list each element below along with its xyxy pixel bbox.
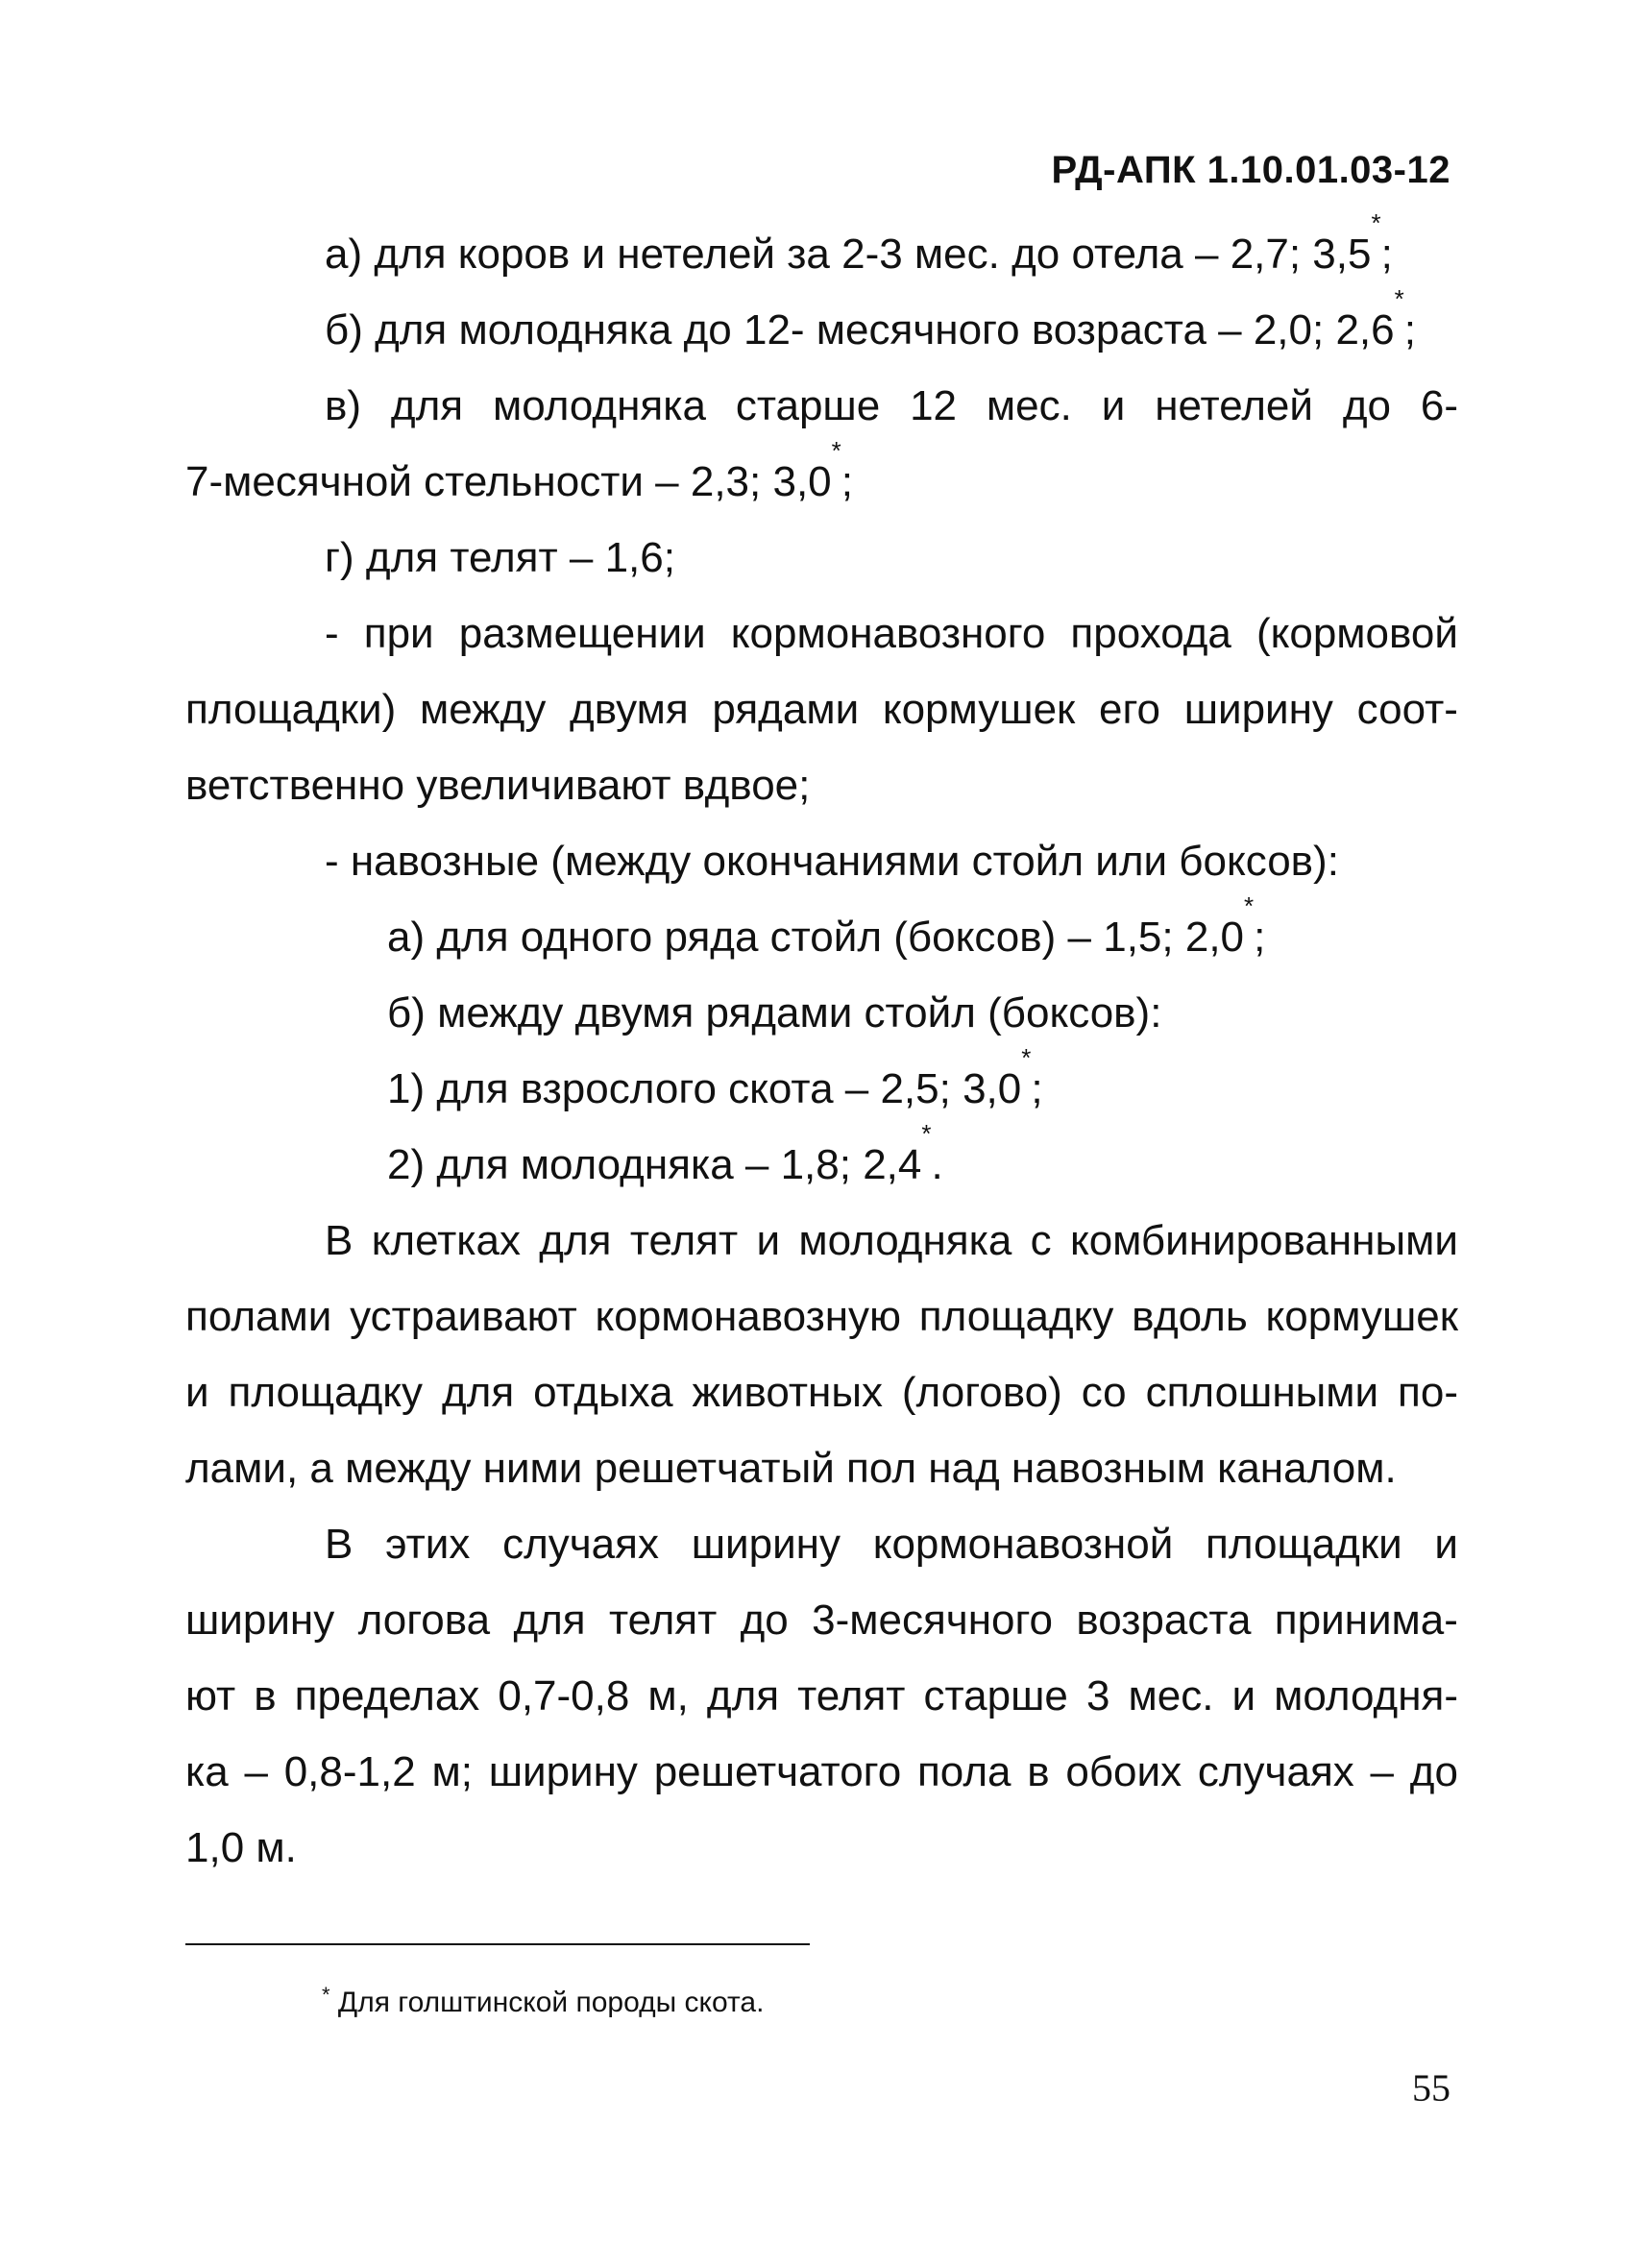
text-line bbox=[185, 1582, 1458, 1658]
word: пола bbox=[916, 1748, 1011, 1795]
word: ют bbox=[185, 1672, 236, 1719]
word: для bbox=[539, 1217, 612, 1264]
word: этих bbox=[385, 1521, 471, 1568]
text-line: 2) для молодняка – 1,8; 2,4*. bbox=[387, 1119, 943, 1188]
footnote bbox=[322, 1983, 765, 2019]
word: телят bbox=[608, 1597, 718, 1644]
word: молодняка bbox=[798, 1217, 1012, 1264]
word: вдоль bbox=[1132, 1293, 1248, 1340]
word: и bbox=[1231, 1672, 1256, 1719]
word: 0,7-0,8 bbox=[498, 1672, 630, 1719]
word: – bbox=[244, 1748, 268, 1795]
asterisk-mark: * bbox=[831, 436, 841, 465]
word: кормушек bbox=[1265, 1293, 1458, 1340]
word: решетчатого bbox=[653, 1748, 902, 1795]
word: устраивают bbox=[350, 1293, 577, 1340]
text-line bbox=[185, 671, 1458, 747]
word: нетелей bbox=[1155, 382, 1313, 429]
word: в) bbox=[325, 382, 362, 429]
text-line: 7-месячной стельности – 2,3; 3,0*; bbox=[185, 436, 853, 505]
word: ка bbox=[185, 1748, 229, 1795]
word: кормушек bbox=[882, 686, 1076, 733]
word: и bbox=[185, 1369, 209, 1416]
word: пределах bbox=[294, 1672, 480, 1719]
word: случаях bbox=[1197, 1748, 1354, 1795]
word: - bbox=[325, 610, 339, 657]
word: в bbox=[1027, 1748, 1050, 1795]
word: 3 bbox=[1085, 1672, 1110, 1719]
word: животных bbox=[692, 1369, 883, 1416]
text-line bbox=[185, 1354, 1458, 1430]
word: для bbox=[390, 382, 464, 429]
word: для bbox=[513, 1597, 586, 1644]
word: размещении bbox=[458, 610, 706, 657]
word: телят bbox=[797, 1672, 906, 1719]
word: старше bbox=[735, 382, 881, 429]
word: старше bbox=[923, 1672, 1068, 1719]
word: логова bbox=[357, 1597, 491, 1644]
word: прохода bbox=[1070, 610, 1231, 657]
word: до bbox=[740, 1597, 789, 1644]
word: полами bbox=[185, 1293, 332, 1340]
text-line: б) между двумя рядами стойл (боксов): bbox=[387, 989, 1162, 1036]
asterisk-mark: * bbox=[1244, 891, 1255, 920]
word: В bbox=[325, 1217, 353, 1264]
word: ширину bbox=[1183, 686, 1333, 733]
word: по- bbox=[1398, 1369, 1458, 1416]
asterisk-mark: * bbox=[921, 1119, 932, 1148]
word: (логово) bbox=[901, 1369, 1062, 1416]
text-line: б) для молодняка до 12- месячного возраста – 2,0; 2,6*; bbox=[325, 284, 1416, 354]
text-line bbox=[185, 596, 1458, 671]
word: рядами bbox=[712, 686, 860, 733]
word: для bbox=[441, 1369, 515, 1416]
word: и bbox=[1434, 1521, 1458, 1568]
page-number: 55 bbox=[1412, 2066, 1450, 2109]
text-line: ветственно увеличивают вдвое; bbox=[185, 762, 811, 809]
word: кормонавозную bbox=[595, 1293, 902, 1340]
text-line: 1,0 м. bbox=[185, 1824, 297, 1871]
text-line: - навозные (между окончаниями стойл или боксов): bbox=[325, 838, 1339, 885]
word: возраста bbox=[1076, 1597, 1252, 1644]
word: молодняка bbox=[493, 382, 706, 429]
word: м; bbox=[431, 1748, 473, 1795]
text-line bbox=[185, 368, 1458, 444]
word: соот- bbox=[1356, 686, 1458, 733]
asterisk-mark: * bbox=[1021, 1043, 1032, 1072]
word: двумя bbox=[570, 686, 689, 733]
text-line: а) для одного ряда стойл (боксов) – 1,5; 2,0*; bbox=[387, 891, 1266, 961]
word: мес. bbox=[1128, 1672, 1214, 1719]
word: клетках bbox=[371, 1217, 521, 1264]
word: ширину bbox=[185, 1597, 335, 1644]
text-line: г) для телят – 1,6; bbox=[325, 534, 675, 581]
text-line: а) для коров и нетелей за 2-3 мес. до отела – 2,7; 3,5*; bbox=[325, 208, 1393, 278]
word: м, bbox=[647, 1672, 689, 1719]
word: кормонавозного bbox=[730, 610, 1046, 657]
text-line bbox=[185, 1279, 1458, 1354]
word: площадки bbox=[1206, 1521, 1402, 1568]
footnote-text: Для голштинской породы скота. bbox=[337, 1987, 765, 2018]
text-line bbox=[185, 1734, 1458, 1810]
word: со bbox=[1081, 1369, 1127, 1416]
word: кормонавозной bbox=[872, 1521, 1174, 1568]
text-line bbox=[185, 1658, 1458, 1734]
word: молодня- bbox=[1274, 1672, 1458, 1719]
word: в bbox=[254, 1672, 277, 1719]
text-line: 1) для взрослого скота – 2,5; 3,0*; bbox=[387, 1043, 1043, 1112]
word: (кормовой bbox=[1255, 610, 1458, 657]
word: 0,8-1,2 bbox=[283, 1748, 416, 1795]
asterisk-mark: * bbox=[1371, 208, 1381, 237]
word: отдыха bbox=[533, 1369, 673, 1416]
word: с bbox=[1030, 1217, 1052, 1264]
word: при bbox=[363, 610, 434, 657]
word: мес. bbox=[986, 382, 1072, 429]
text-line bbox=[185, 1506, 1458, 1582]
word: случаях bbox=[502, 1521, 659, 1568]
word: площадку bbox=[228, 1369, 424, 1416]
word: его bbox=[1098, 686, 1161, 733]
word: 12 bbox=[910, 382, 958, 429]
word: – bbox=[1370, 1748, 1395, 1795]
text-line: лами, а между ними решетчатый пол над навозным каналом. bbox=[185, 1445, 1397, 1492]
footnote-divider bbox=[185, 1943, 810, 1945]
word: и bbox=[756, 1217, 781, 1264]
word: площадки) bbox=[185, 686, 397, 733]
body-text bbox=[185, 208, 1458, 1886]
word: между bbox=[419, 686, 547, 733]
word: для bbox=[706, 1672, 780, 1719]
word: телят bbox=[629, 1217, 739, 1264]
word: обоих bbox=[1065, 1748, 1182, 1795]
word: 6- bbox=[1420, 382, 1458, 429]
asterisk-mark: * bbox=[1394, 284, 1404, 313]
word: ширину bbox=[691, 1521, 841, 1568]
word: до bbox=[1342, 382, 1391, 429]
document-code-header: РД-АПК 1.10.01.03-12 bbox=[1051, 149, 1450, 191]
word: и bbox=[1101, 382, 1126, 429]
text-line bbox=[185, 1203, 1458, 1279]
word: принима- bbox=[1274, 1597, 1458, 1644]
word: ширину bbox=[488, 1748, 638, 1795]
footnote-asterisk: * bbox=[322, 1983, 330, 2007]
word: 3-месячного bbox=[812, 1597, 1054, 1644]
word: комбинированными bbox=[1069, 1217, 1458, 1264]
word: площадку bbox=[918, 1293, 1114, 1340]
word: сплошными bbox=[1145, 1369, 1379, 1416]
word: до bbox=[1409, 1748, 1458, 1795]
word: В bbox=[325, 1521, 353, 1568]
